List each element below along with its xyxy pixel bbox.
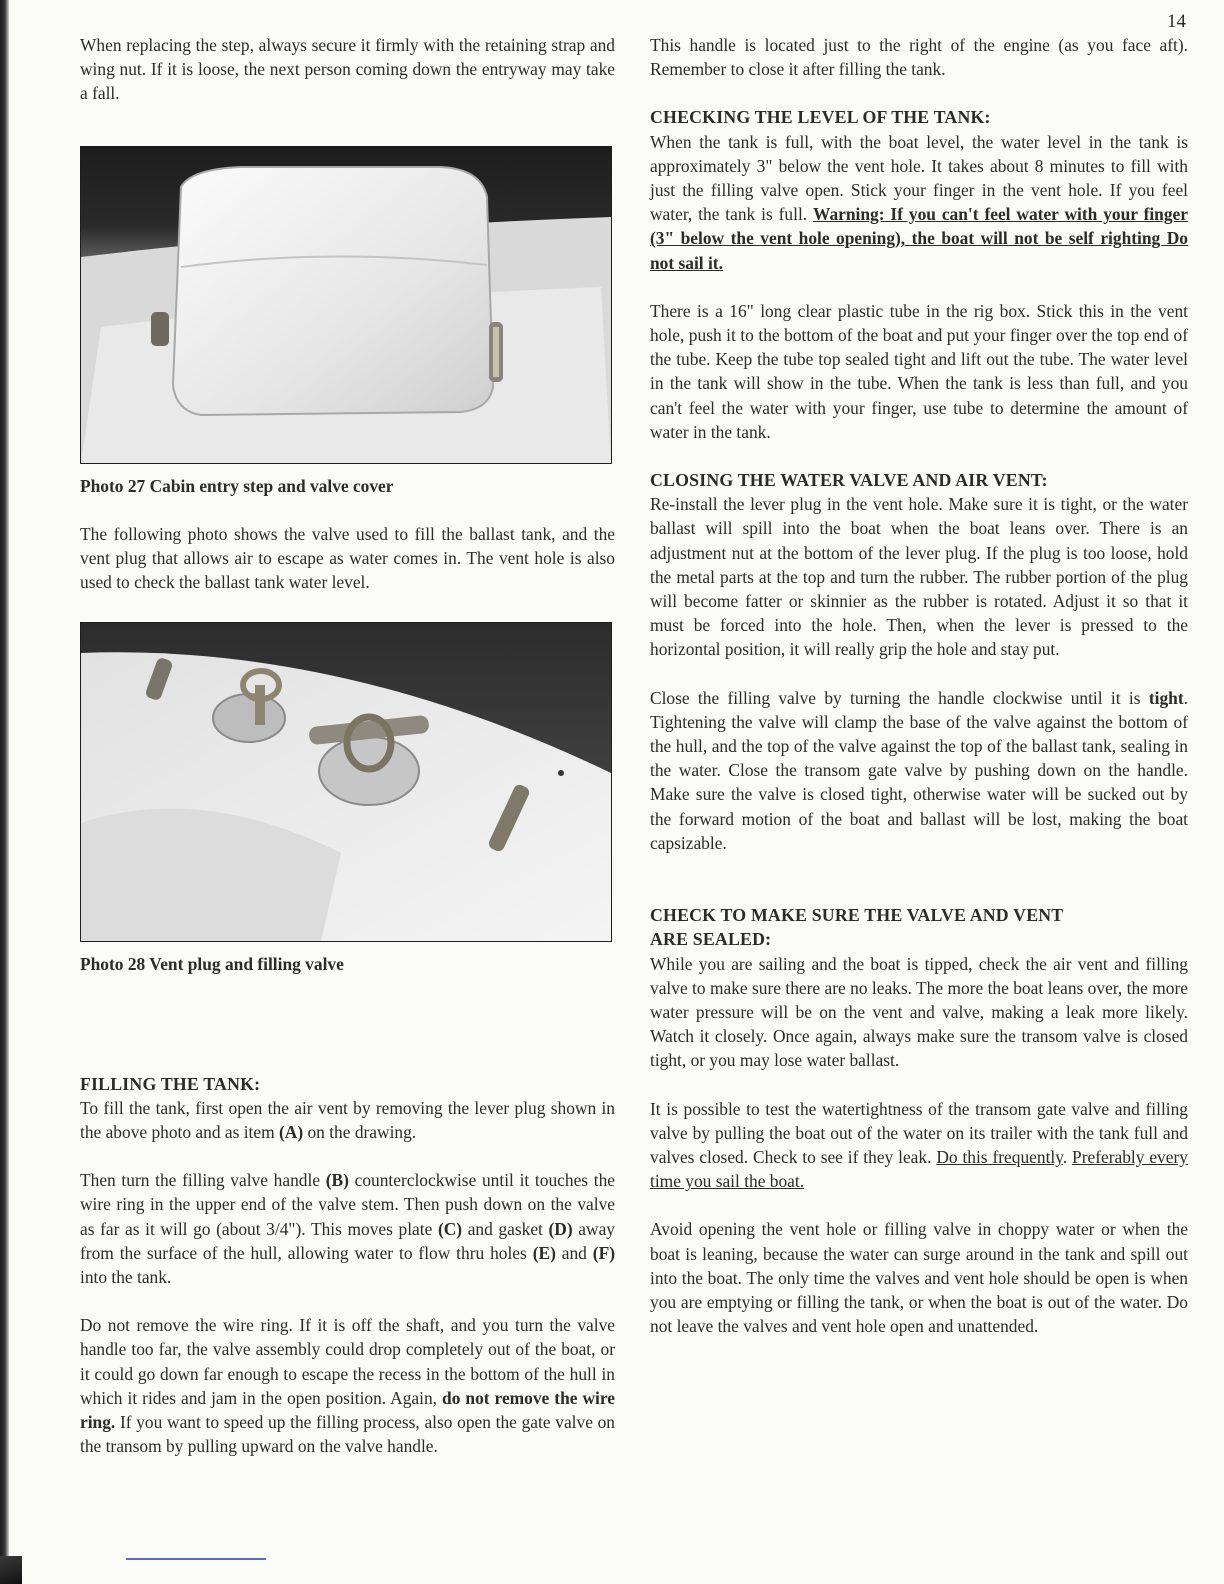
- check-heading-line-2: ARE SEALED:: [650, 929, 772, 950]
- right-column: [650, 33, 1188, 1338]
- check-paragraph-1: While you are sailing and the boat is tipped, check the air vent and filling valve to make sure there are no leaks. The more the boat leans over, the more water pressure will be on the vent and valve, making a leak more likely. Watch it closely. Once again, always make sure the transom valve is closed tight, or you may lose water ballast.: [650, 953, 1188, 1071]
- photo-27-caption: Photo 27 Cabin entry step and valve cover: [80, 475, 394, 496]
- intro-paragraph: When replacing the step, always secure it firmly with the retaining strap and wing nut. If it is loose, the next person coming down the entryway may take a fall.: [80, 35, 615, 104]
- photo-27-image: [81, 147, 611, 463]
- checking-paragraph-1: When the tank is full, with the boat level, the water level in the tank is approximately 3" below the vent hole. It takes about 8 minutes to fill with just the filling valve open. Stick your finger in the vent hole. If you feel water, the tank is full. Warning: If you can't feel water with your finger (3" below the vent hole opening), the boat will not be self righting Do not sail it.: [650, 131, 1188, 273]
- scan-corner-mark: [0, 1556, 22, 1584]
- scan-edge-shadow: [0, 0, 9, 1584]
- check-paragraph-2: It is possible to test the watertightness of the transom gate valve and filling valve by pulling the boat out of the water on its trailer with the tank full and valves closed. Check to see if they leak. Do this frequently. Preferably every time you sail the boat.: [650, 1098, 1188, 1192]
- closing-paragraph-2: Close the filling valve by turning the handle clockwise until it is tight. Tightening the valve will clamp the base of the valve against the bottom of the hull, and the top of the valve against the top of the ballast tank, sealing in the water. Close the transom gate valve by pushing down on the handle. Make sure the valve is closed tight, otherwise water will be sucked out by the forward motion of the boat and ballast will be lost, making the boat capsizable.: [650, 687, 1188, 853]
- filling-paragraph-3: Do not remove the wire ring. If it is off the shaft, and you turn the valve handle too far, the valve assembly could drop completely out of the boat, or it could go down far enough to escape the recess in the bottom of the hull in which it rides and jam in the open position. Again, do not remove the wire ring. If you want to speed up the filling process, also open the gate valve on the transom by pulling upward on the valve handle.: [80, 1315, 615, 1457]
- scan-blue-mark: [126, 1558, 266, 1560]
- closing-heading: CLOSING THE WATER VALVE AND AIR VENT:: [650, 470, 1048, 491]
- photo-intro-paragraph: The following photo shows the valve used to fill the ballast tank, and the vent plug that allows air to escape as water comes in. The vent hole is also used to check the ballast tank water level.: [80, 523, 615, 593]
- photo-28: [80, 622, 612, 942]
- checking-heading: CHECKING THE LEVEL OF THE TANK:: [650, 107, 991, 128]
- continued-paragraph: This handle is located just to the right of the engine (as you face aft). Remember to close it after filling the tank.: [650, 35, 1188, 80]
- photo-27: [80, 146, 612, 464]
- warning-text: Warning: If you can't feel water with your finger (3" below the vent hole opening), the boat will not be self righting Do not sail it.: [650, 204, 1188, 273]
- closing-paragraph-1: Re-install the lever plug in the vent hole. Make sure it is tight, or the water ballast will spill into the boat when the boat leans over. There is an adjustment nut at the bottom of the lever plug. If the plug is too loose, hold the metal parts at the top and turn the rubber. The rubber portion of the plug will become fatter or skinnier as the rubber is rotated. Adjust it so that it must be forced into the hole. Then, when the lever is pressed to the horizontal position, it will really grip the hole and stay put.: [650, 494, 1188, 660]
- check-heading-line-1: CHECK TO MAKE SURE THE VALVE AND VENT: [650, 905, 1064, 926]
- photo-28-image: [81, 623, 611, 941]
- photo-28-caption: Photo 28 Vent plug and filling valve: [80, 954, 344, 975]
- left-column: [80, 33, 615, 1458]
- check-paragraph-3: Avoid opening the vent hole or filling valve in choppy water or when the boat is leaning, because the water can surge around in the tank and spill out into the boat. The only time the valves and vent hole should be open is when you are emptying or filling the tank, or when the boat is out of the water. Do not leave the valves and vent hole open and unattended.: [650, 1219, 1188, 1337]
- filling-paragraph-1: To fill the tank, first open the air vent by removing the lever plug shown in the above photo and as item (A) on the drawing.: [80, 1097, 615, 1143]
- checking-paragraph-2: There is a 16" long clear plastic tube in the rig box. Stick this in the vent hole, push it to the bottom of the boat and put your finger over the top end of the tube. Keep the tube top sealed tight and lift out the tube. The water level in the tank will show in the tube. When the tank is less than full, and you can't feel the water with your finger, use tube to determine the amount of water in the tank.: [650, 300, 1188, 442]
- filling-paragraph-2: Then turn the filling valve handle (B) counterclockwise until it touches the wire ring in the upper end of the valve stem. Then push down on the valve as far as it will go (about 3/4"). This moves plate (C) and gasket (D) away from the surface of the hull, allowing water to flow thru holes (E) and (F) into the tank.: [80, 1170, 616, 1288]
- page-number: 14: [1167, 11, 1186, 32]
- filling-heading: FILLING THE TANK:: [80, 1073, 261, 1094]
